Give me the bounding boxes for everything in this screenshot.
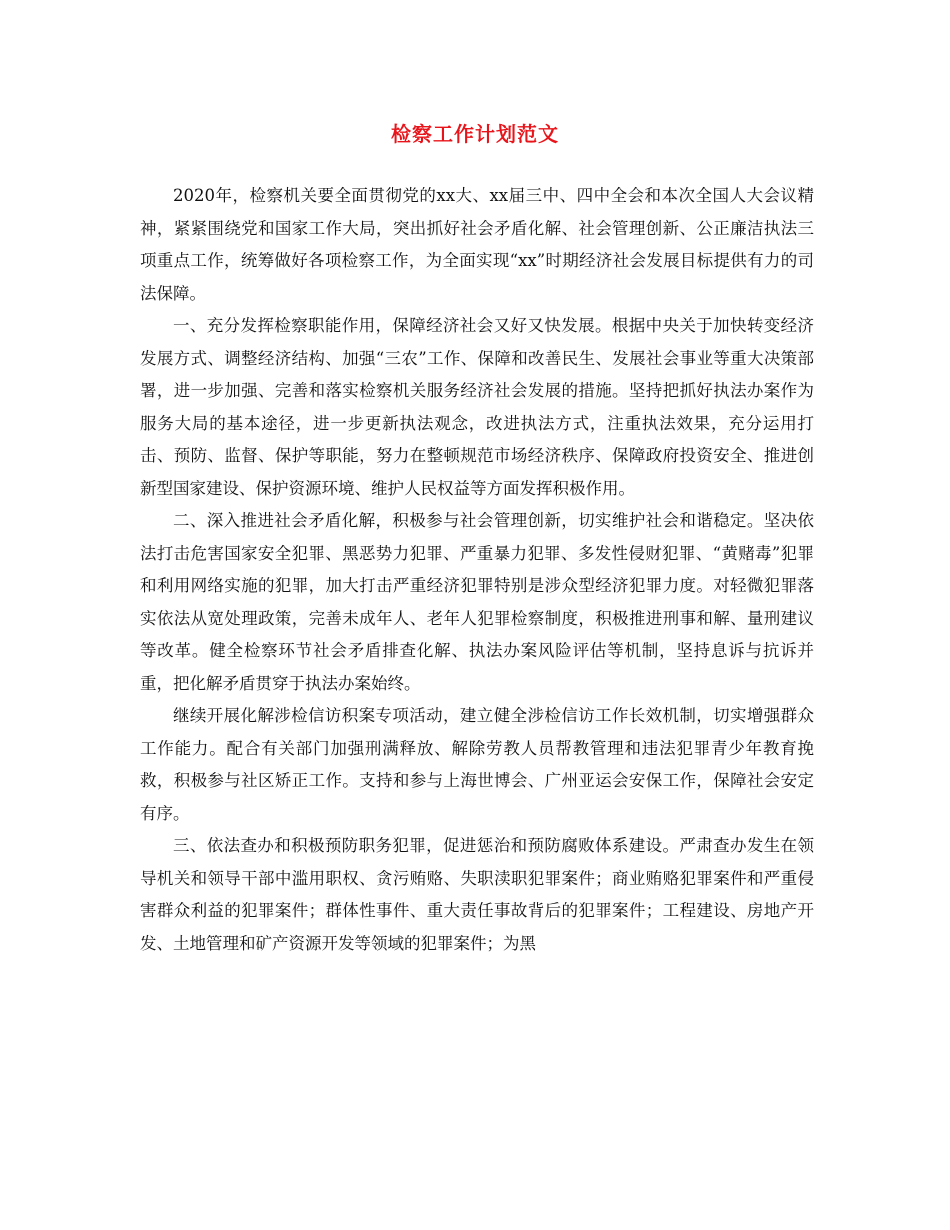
paragraph-3: 二、深入推进社会矛盾化解，积极参与社会管理创新，切实维护社会和谐稳定。坚决依法打击危害国家安全犯罪、黑恶势力犯罪、严重暴力犯罪、多发性侵财犯罪、“黄赌毒”犯罪和利用网络实施的犯罪，加大打击严重经济犯罪特别是涉众型经济犯罪力度。对轻微犯罪落实依法从宽处理政策，完善未成年人、老年人犯罪检察制度，积极推进刑事和解、量刑建议等改革。健全检察环节社会矛盾排查化解、执法办案风险评估等机制，坚持息诉与抗诉并重，把化解矛盾贯穿于执法办案始终。 bbox=[140, 511, 814, 693]
paragraph-1: 2020年，检察机关要全面贯彻党的xx大、xx届三中、四中全会和本次全国人大会议精神，紧紧围绕党和国家工作大局，突出抓好社会矛盾化解、社会管理创新、公正廉洁执法三项重点工作，统筹做好各项检察工作，为全面实现“xx”时期经济社会发展目标提供有力的司法保障。 bbox=[140, 186, 814, 303]
paragraph-4: 继续开展化解涉检信访积案专项活动，建立健全涉检信访工作长效机制，切实增强群众工作能力。配合有关部门加强刑满释放、解除劳教人员帮教管理和违法犯罪青少年教育挽救，积极参与社区矫正工作。支持和参与上海世博会、广州亚运会安保工作，保障社会安定有序。 bbox=[140, 706, 814, 823]
document-body bbox=[140, 180, 814, 960]
paragraph-5: 三、依法查办和积极预防职务犯罪，促进惩治和预防腐败体系建设。严肃查办发生在领导机关和领导干部中滥用职权、贪污贿赂、失职渎职犯罪案件；商业贿赂犯罪案件和严重侵害群众利益的犯罪案件；群体性事件、重大责任事故背后的犯罪案件；工程建设、房地产开发、土地管理和矿产资源开发等领域的犯罪案件；为黑 bbox=[140, 836, 814, 953]
paragraph-2: 一、充分发挥检察职能作用，保障经济社会又好又快发展。根据中央关于加快转变经济发展方式、调整经济结构、加强“三农”工作、保障和改善民生、发展社会事业等重大决策部署，进一步加强、完善和落实检察机关服务经济社会发展的措施。坚持把抓好执法办案作为服务大局的基本途径，进一步更新执法观念，改进执法方式，注重执法效果，充分运用打击、预防、监督、保护等职能，努力在整顿规范市场经济秩序、保障政府投资安全、推进创新型国家建设、保护资源环境、维护人民权益等方面发挥积极作用。 bbox=[140, 316, 814, 498]
document-title: 检察工作计划范文 bbox=[391, 122, 559, 146]
